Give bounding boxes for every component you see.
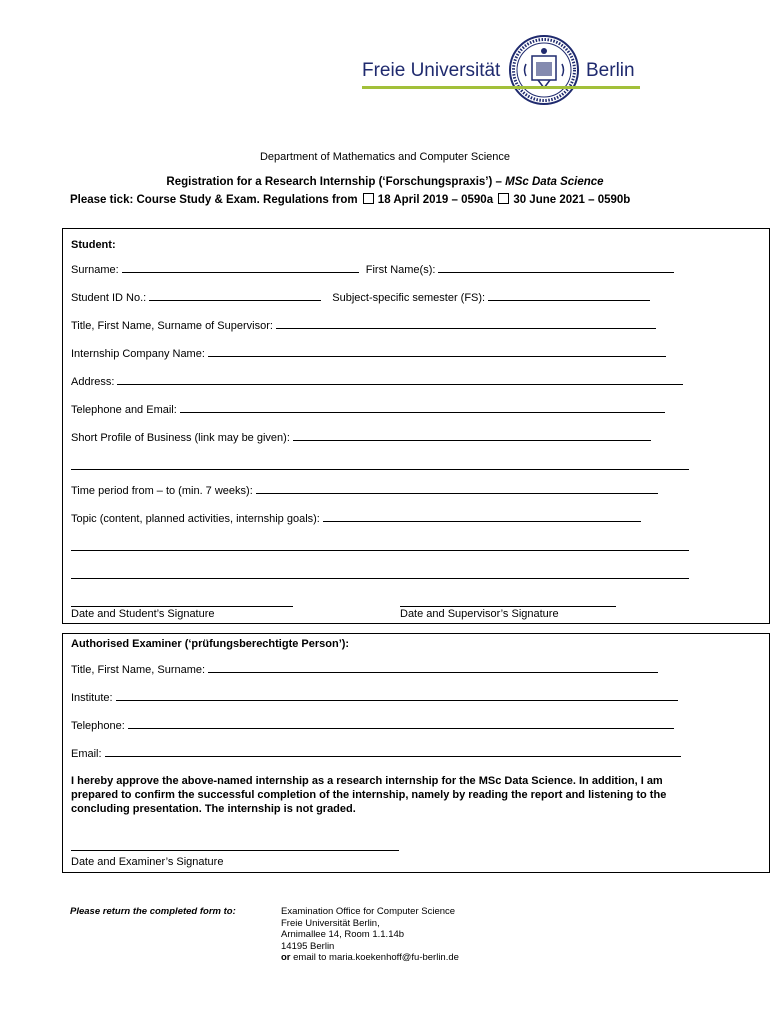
department-name: Department of Mathematics and Computer Science	[259, 151, 511, 163]
supervisor-signature-label: Date and Supervisor’s Signature	[400, 608, 559, 620]
address-line-4: 14195 Berlin	[281, 940, 335, 952]
examiner-section	[62, 633, 770, 873]
first-name-field[interactable]	[438, 262, 674, 273]
address-row	[71, 374, 683, 388]
logo-underline	[362, 86, 640, 89]
time-period-label: Time period from – to (min. 7 weeks):	[71, 485, 253, 497]
examiner-telephone-field[interactable]	[128, 718, 674, 729]
examiner-name-row	[71, 662, 658, 676]
student-id-field[interactable]	[149, 290, 321, 301]
surname-field[interactable]	[122, 262, 359, 273]
profile-field[interactable]	[293, 430, 651, 441]
university-logo	[362, 34, 642, 104]
approval-statement: I hereby approve the above-named internship as a research internship for the MSc Data Science. In addition, I am prepared to confirm the successful completion of the internship, namely by reading the report and listening to the concluding presentation. The internship is not graded.	[71, 775, 667, 815]
surname-row	[71, 262, 674, 276]
topic-label: Topic (content, planned activities, internship goals):	[71, 513, 320, 525]
student-id-row	[71, 290, 650, 304]
address-line-1: Examination Office for Computer Science	[281, 906, 456, 917]
profile-row	[71, 430, 651, 444]
surname-label: Surname:	[71, 264, 119, 276]
regulation-2021-checkbox[interactable]	[498, 193, 509, 204]
examiner-telephone-label: Telephone:	[71, 720, 125, 732]
address-line-5	[281, 952, 459, 964]
or-word: or	[281, 952, 291, 963]
time-period-field[interactable]	[256, 483, 658, 494]
examiner-email-field[interactable]	[105, 746, 681, 757]
examiner-heading: Authorised Examiner (‘prüfungsberechtigte Person’):	[71, 638, 350, 650]
topic-field-line-2[interactable]	[71, 550, 689, 551]
profile-label: Short Profile of Business (link may be given):	[71, 432, 290, 444]
logo-left-text: Freie Universität	[362, 60, 501, 81]
phone-email-field[interactable]	[180, 402, 665, 413]
examiner-email-row	[71, 746, 681, 760]
form-title	[0, 176, 770, 188]
institute-label: Institute:	[71, 692, 113, 704]
supervisor-signature-line[interactable]	[400, 606, 616, 607]
topic-row	[71, 511, 641, 525]
address-line-2: Freie Universität Berlin,	[281, 917, 380, 929]
examiner-signature-line[interactable]	[71, 850, 399, 851]
company-label: Internship Company Name:	[71, 348, 205, 360]
company-row	[71, 346, 666, 360]
examiner-email-label: Email:	[71, 748, 102, 760]
company-field[interactable]	[208, 346, 666, 357]
semester-label: Subject-specific semester (FS):	[332, 292, 486, 304]
form-title-program: MSc Data Science	[505, 176, 604, 188]
address-line-3: Arnimallee 14, Room 1.1.14b	[281, 929, 405, 940]
time-period-row	[71, 483, 658, 497]
first-name-label: First Name(s):	[365, 264, 436, 276]
regulation-2021-label: 30 June 2021 – 0590b	[513, 194, 631, 206]
return-address	[281, 906, 459, 964]
phone-email-label: Telephone and Email:	[71, 404, 177, 416]
fu-berlin-seal-icon	[508, 34, 580, 106]
examiner-name-field[interactable]	[208, 662, 658, 673]
student-heading: Student:	[71, 239, 116, 251]
profile-field-continued[interactable]	[71, 469, 689, 470]
institute-row	[71, 690, 678, 704]
student-signature-label: Date and Student’s Signature	[71, 608, 215, 620]
regulation-2019-checkbox[interactable]	[363, 193, 374, 204]
regulations-tick-line	[70, 193, 630, 206]
phone-email-row	[71, 402, 665, 416]
address-label: Address:	[71, 376, 115, 388]
institute-field[interactable]	[116, 690, 678, 701]
student-section	[62, 228, 770, 624]
topic-field-line-3[interactable]	[71, 578, 689, 579]
supervisor-label: Title, First Name, Surname of Supervisor:	[71, 320, 273, 332]
contact-email[interactable]: email to maria.koekenhoff@fu-berlin.de	[293, 952, 459, 963]
semester-field[interactable]	[488, 290, 650, 301]
return-instructions-label: Please return the completed form to:	[70, 906, 236, 917]
examiner-telephone-row	[71, 718, 674, 732]
supervisor-field[interactable]	[276, 318, 656, 329]
topic-field[interactable]	[323, 511, 641, 522]
supervisor-row	[71, 318, 656, 332]
form-title-main: Registration for a Research Internship (‘Forschungspraxis’) –	[166, 176, 502, 188]
student-signature-line[interactable]	[71, 606, 293, 607]
tick-prefix: Please tick: Course Study & Exam. Regulations from	[70, 194, 358, 206]
examiner-name-label: Title, First Name, Surname:	[71, 664, 206, 676]
logo-right-text: Berlin	[586, 60, 635, 81]
regulation-2019-label: 18 April 2019 – 0590a	[377, 194, 494, 206]
student-id-label: Student ID No.:	[71, 292, 147, 304]
examiner-signature-label: Date and Examiner’s Signature	[71, 856, 224, 868]
address-field[interactable]	[117, 374, 683, 385]
